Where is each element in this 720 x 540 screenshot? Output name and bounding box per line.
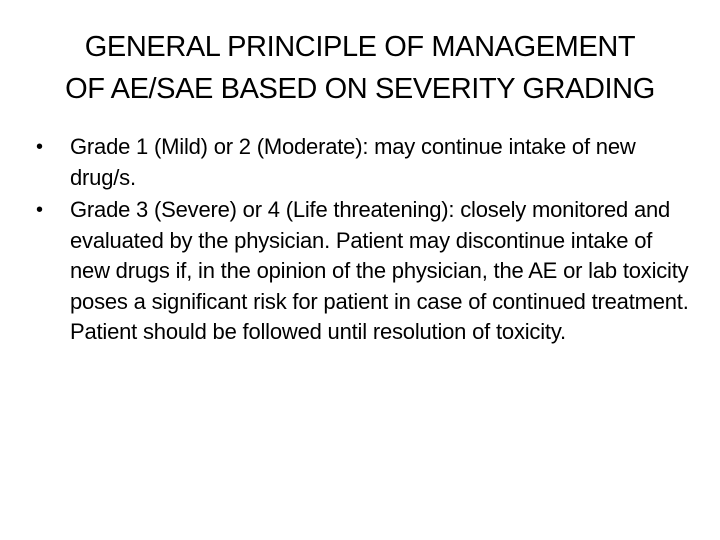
bullet-list [36, 132, 696, 350]
title-line-1: GENERAL PRINCIPLE OF MANAGEMENT [84, 31, 636, 63]
slide-title [30, 26, 690, 110]
bullet-item-grade-3-4 [36, 195, 696, 348]
title-line-2: OF AE/SAE BASED ON SEVERITY GRADING [65, 73, 655, 105]
bullet-text: Grade 3 (Severe) or 4 (Life threatening): closely monitored and evaluated by the physician. Patient may discontinue intake of new drugs if, in the opinion of the physician, the AE or lab toxicity poses a significant risk for patient in case of continued treatment. Patient should be followed until resolution of toxicity. [70, 197, 689, 344]
bullet-marker: • [36, 136, 43, 158]
bullet-item-grade-1-2 [36, 132, 696, 193]
bullet-marker: • [36, 199, 43, 221]
bullet-text: Grade 1 (Mild) or 2 (Moderate): may continue intake of new drug/s. [70, 134, 636, 190]
